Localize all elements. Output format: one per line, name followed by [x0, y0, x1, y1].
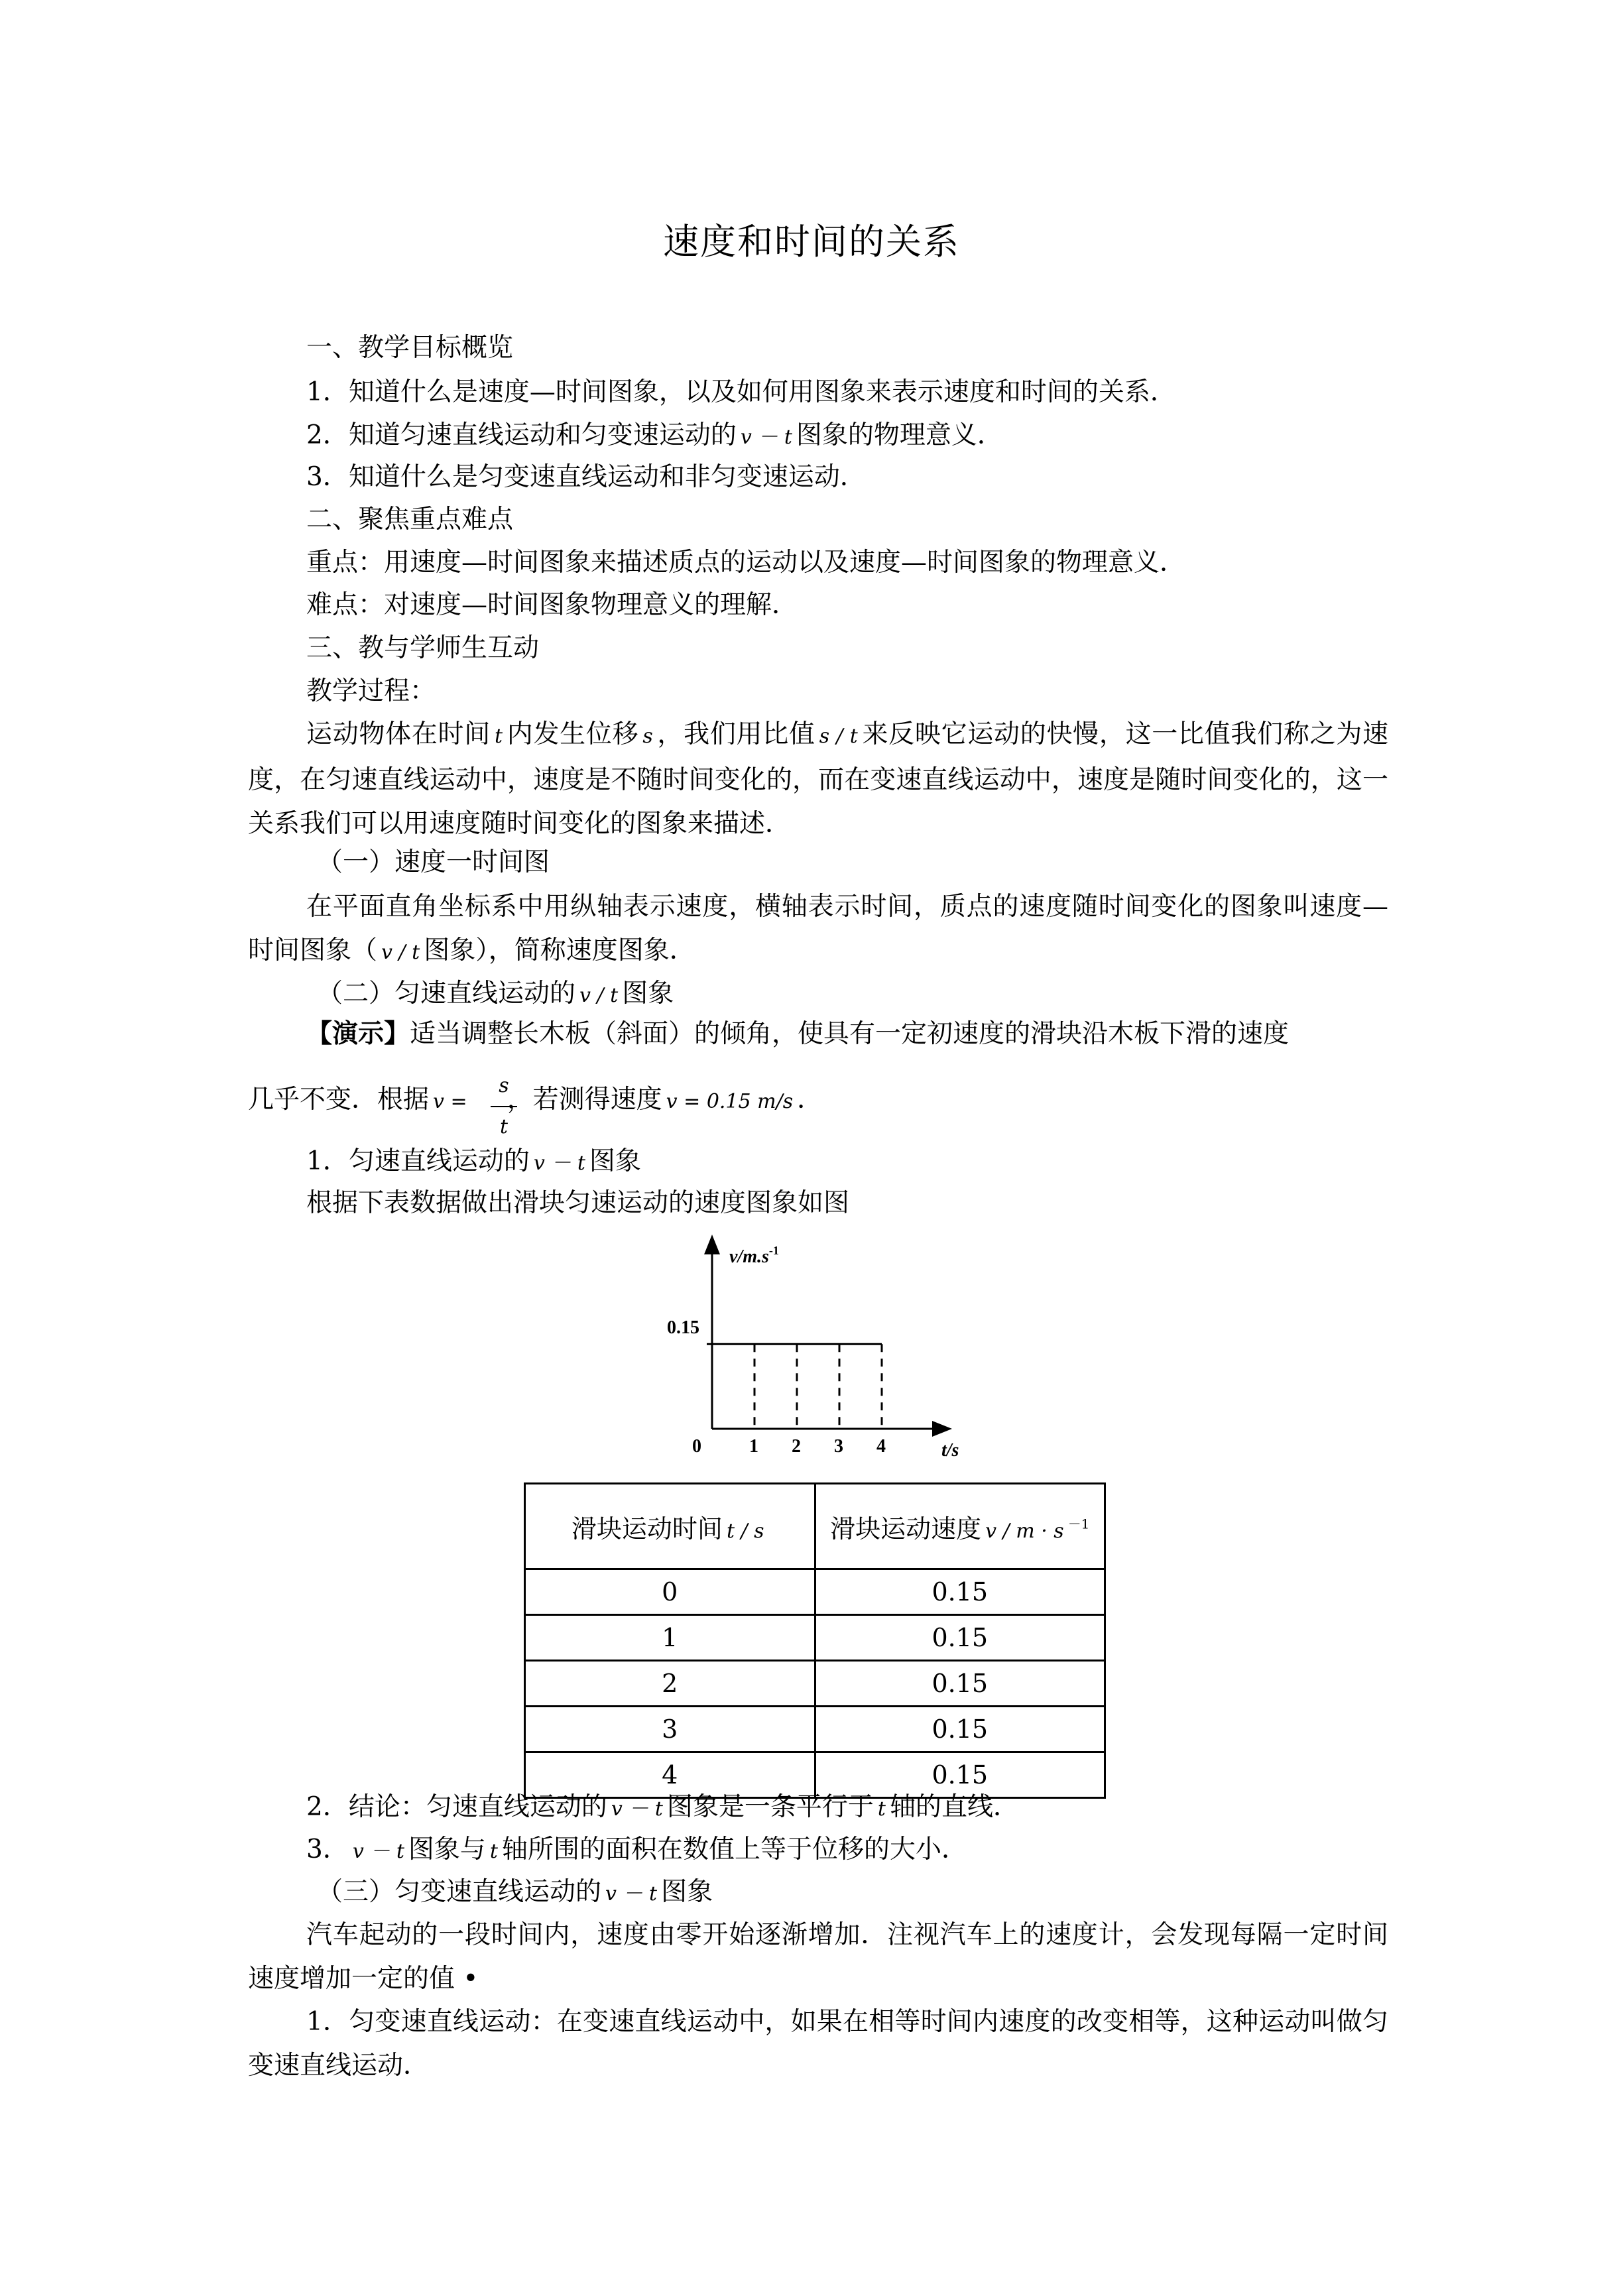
subsection-3 [317, 1875, 713, 1911]
x-tick-label: 4 [876, 1436, 886, 1457]
objective-3: 3．知道什么是匀变速直线运动和非匀变速运动． [306, 462, 866, 492]
cell-speed: 0.15 [815, 1752, 1105, 1798]
vt-symbol: v － t [740, 426, 792, 449]
t-symbol: t [877, 1797, 886, 1821]
subsection-1: （一）速度一时间图 [317, 847, 550, 877]
p1-text-a: 运动物体在时间 [306, 719, 491, 749]
key-point: 重点：用速度—时间图象来描述质点的运动以及速度—时间图象的物理意义． [306, 548, 1186, 577]
process-label: 教学过程： [306, 676, 436, 706]
objective-2-text: 2．知道匀速直线运动和匀变速运动的 [306, 420, 737, 450]
cell-speed: 0.15 [815, 1569, 1105, 1615]
header-time: 滑块运动时间 t / s [525, 1484, 815, 1569]
cell-speed: 0.15 [815, 1661, 1105, 1707]
origin-label: 0 [692, 1436, 701, 1457]
x-tick-label: 1 [749, 1436, 758, 1457]
item-2-conclusion [306, 1790, 1019, 1827]
item-1 [306, 1144, 641, 1181]
cell-time: 3 [525, 1707, 815, 1752]
item-1-description: 根据下表数据做出滑块匀速运动的速度图象如图 [306, 1188, 850, 1218]
demo2-text-a: 几乎不变．根据 [248, 1085, 430, 1115]
fraction-denominator: t [499, 1115, 509, 1138]
p1-text-c: ，我们用比值 [656, 719, 815, 749]
cell-time: 0 [525, 1569, 815, 1615]
section-heading-3: 三、教与学师生互动 [306, 633, 540, 663]
x-axis-label: t/s [941, 1440, 959, 1461]
p1-text-b: 内发生位移 [507, 719, 639, 749]
item1-tail: 图象 [589, 1146, 641, 1176]
paragraph-vt-definition [248, 885, 1388, 975]
cell-time: 1 [525, 1615, 815, 1661]
demo-label: 【演示】 [306, 1018, 410, 1049]
item3-mid: 图象与 [408, 1835, 486, 1864]
demo-line [306, 1016, 1289, 1052]
objective-2-tail: 图象的物理意义． [796, 420, 1003, 450]
item2-tail: 轴的直线． [889, 1792, 1019, 1822]
p2-text-a: 在平面直角坐标系中用纵轴表示速度，横轴表示时间，质点的速度随时间变化的图象叫速度—时间图象（ [248, 892, 1388, 965]
objective-2 [306, 418, 1003, 455]
demo-text: 适当调整长木板（斜面）的倾角，使具有一定初速度的滑块沿木板下滑的速度 [410, 1019, 1290, 1049]
fraction-numerator: s [499, 1074, 509, 1097]
table-row [525, 1615, 1105, 1661]
cell-time: 2 [525, 1661, 815, 1707]
item2-mid: 图象是一条平行于 [666, 1792, 874, 1822]
vt-symbol: v － t [533, 1152, 585, 1175]
table-row [525, 1661, 1105, 1707]
section-heading-2: 二、聚焦重点难点 [306, 505, 514, 534]
difficulty: 难点：对速度—时间图象物理意义的理解． [306, 590, 798, 620]
p1-text-d: 来反映它运动的快慢，这一比值我们称之为速度，在匀速直线运动中，速度是不随时间变化的，而在变速直线运动中，速度是随时间变化的，这一关系我们可以用速度随时间变化的图象来描述． [248, 719, 1388, 839]
ratio-symbol: s / t [819, 725, 858, 748]
paragraph-uniform-acceleration: 1．匀变速直线运动：在变速直线运动中，如果在相等时间内速度的改变相等，这种运动叫做匀变速直线运动． [248, 2007, 1388, 2081]
section-heading-1: 一、教学目标概览 [306, 333, 514, 363]
t-symbol: t [489, 1840, 498, 1863]
header-speed: 滑块运动速度 v / m · s $^{-1}$ [815, 1484, 1105, 1569]
cell-speed: 0.15 [815, 1707, 1105, 1752]
y-tick-label: 0.15 [667, 1317, 699, 1338]
sub2-tail: 图象 [622, 979, 674, 1008]
vt-symbol: v － t [352, 1840, 404, 1863]
page-title: 速度和时间的关系 [663, 221, 960, 263]
fraction-s-over-t [491, 1066, 517, 1147]
velocity-time-chart [663, 1233, 994, 1472]
p2-text-b: 图象），简称速度图象． [424, 936, 695, 965]
s-symbol: s [642, 725, 653, 748]
vt-symbol: v / t [579, 984, 619, 1007]
vt-symbol: v / t [381, 941, 420, 964]
vt-symbol: v － t [611, 1797, 663, 1821]
cell-speed: 0.15 [815, 1615, 1105, 1661]
y-axis-label: $v/m.s^{-1}$ [729, 1244, 779, 1267]
cell-time: 4 [525, 1752, 815, 1798]
item-3-area [306, 1833, 967, 1869]
sub3-text: （三）匀变速直线运动的 [317, 1877, 602, 1907]
item3-tail: 轴所围的面积在数值上等于位移的大小． [501, 1835, 967, 1864]
x-tick-label: 2 [792, 1436, 801, 1457]
sub3-tail: 图象 [661, 1877, 713, 1907]
objective-1: 1．知道什么是速度—时间图象，以及如何用图象来表示速度和时间的关系． [306, 377, 1176, 407]
demo2-text-b: ，若测得速度 [507, 1085, 662, 1115]
sub2-text: （二）匀速直线运动的 [317, 979, 576, 1008]
data-table [524, 1482, 1106, 1799]
table-row [525, 1707, 1105, 1752]
demo-line-2 [248, 1083, 823, 1119]
demo2-end: ． [797, 1085, 823, 1115]
subsection-2 [317, 977, 674, 1013]
item1-text: 1．匀速直线运动的 [306, 1146, 530, 1176]
table-row [525, 1569, 1105, 1615]
paragraph-velocity-intro [248, 713, 1388, 846]
t-symbol: t [494, 725, 503, 748]
item2-text: 2．结论：匀速直线运动的 [306, 1792, 607, 1822]
vt-symbol: v － t [605, 1882, 658, 1905]
paragraph-car-speed: 汽车起动的一段时间内，速度由零开始逐渐增加．注视汽车上的速度计，会发现每隔一定时间速度增加一定的值 • [248, 1920, 1388, 1994]
x-tick-label: 3 [834, 1436, 843, 1457]
item3-text: 3． [306, 1835, 349, 1864]
table-header-row [525, 1484, 1105, 1569]
speed-value: v = 0.15 m/s [666, 1090, 794, 1113]
v-equals: v = [433, 1090, 467, 1113]
